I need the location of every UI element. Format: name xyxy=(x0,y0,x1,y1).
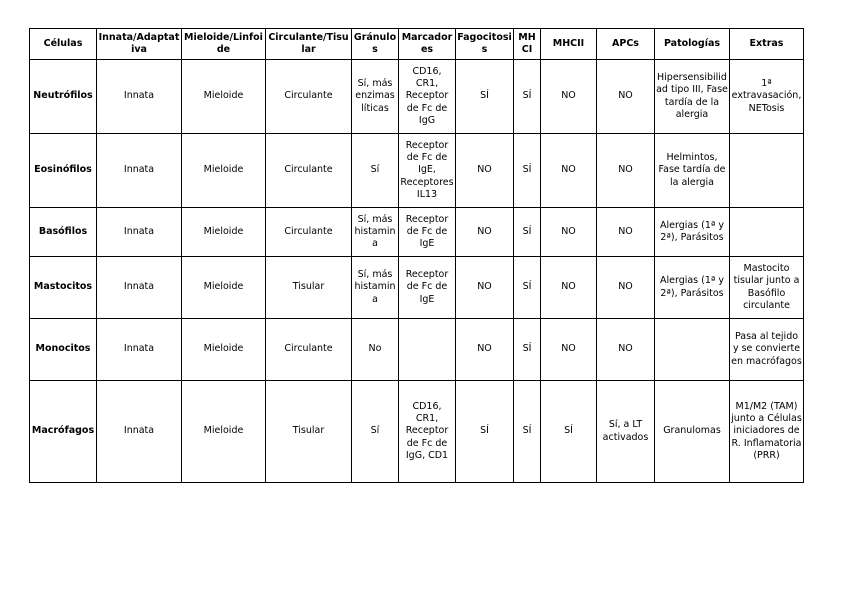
table-cell: CD16, CR1, Receptor de Fc de IgG, CD1 xyxy=(399,381,456,483)
table-cell: Sí, más enzimas líticas xyxy=(352,60,399,134)
table-cell: Innata xyxy=(97,134,182,208)
table-row xyxy=(30,319,804,381)
table-cell: Innata xyxy=(97,208,182,257)
table-cell: Circulante xyxy=(266,134,352,208)
table-cell: Helmintos, Fase tardía de la alergia xyxy=(655,134,730,208)
header-cell: Circulante/Tisular xyxy=(266,29,352,60)
table-cell: NO xyxy=(597,257,655,319)
header-cell: APCs xyxy=(597,29,655,60)
table-cell: NO xyxy=(597,60,655,134)
header-cell: MHCI xyxy=(514,29,541,60)
table-cell: NO xyxy=(541,60,597,134)
row-header-cell: Eosinófilos xyxy=(30,134,97,208)
table-cell xyxy=(655,319,730,381)
table-cell: NO xyxy=(456,257,514,319)
table-cell: Mieloide xyxy=(182,134,266,208)
table-cell: NO xyxy=(456,208,514,257)
table-cell: M1/M2 (TAM) junto a Células iniciadores de R. Inflamatoria (PRR) xyxy=(730,381,804,483)
header-cell: Fagocitosis xyxy=(456,29,514,60)
table-cell: Hipersensibilidad tipo III, Fase tardía de la alergia xyxy=(655,60,730,134)
table-row xyxy=(30,381,804,483)
row-header-cell: Basófilos xyxy=(30,208,97,257)
table-cell: Receptor de Fc de IgE, Receptores IL13 xyxy=(399,134,456,208)
header-cell: Patologías xyxy=(655,29,730,60)
table-cell: Mieloide xyxy=(182,257,266,319)
table-cell: SÍ xyxy=(514,208,541,257)
header-cell: Células xyxy=(30,29,97,60)
table-row xyxy=(30,60,804,134)
table-cell: SÍ xyxy=(514,257,541,319)
row-header-cell: Mastocitos xyxy=(30,257,97,319)
table-row xyxy=(30,257,804,319)
header-row xyxy=(30,29,804,60)
table-cell: CD16, CR1, Receptor de Fc de IgG xyxy=(399,60,456,134)
row-header-cell: Macrófagos xyxy=(30,381,97,483)
table-cell: Mieloide xyxy=(182,319,266,381)
table-cell: NO xyxy=(541,208,597,257)
table-cell: Tisular xyxy=(266,381,352,483)
table-cell xyxy=(399,319,456,381)
table-row xyxy=(30,134,804,208)
table-cell: Alergias (1ª y 2ª), Parásitos xyxy=(655,257,730,319)
table-cell: SÍ xyxy=(514,134,541,208)
immune-cells-table xyxy=(29,28,804,483)
table-cell: Innata xyxy=(97,319,182,381)
table-cell: Mastocito tisular junto a Basófilo circulante xyxy=(730,257,804,319)
table-cell: Sí, a LT activados xyxy=(597,381,655,483)
table-cell: SÍ xyxy=(541,381,597,483)
table-cell: Mieloide xyxy=(182,60,266,134)
table-cell: Receptor de Fc de IgE xyxy=(399,257,456,319)
table-cell: Mieloide xyxy=(182,381,266,483)
table-cell: Innata xyxy=(97,381,182,483)
table-cell: NO xyxy=(597,134,655,208)
table-cell: NO xyxy=(456,134,514,208)
table-cell: Alergias (1ª y 2ª), Parásitos xyxy=(655,208,730,257)
header-cell: Innata/Adaptativa xyxy=(97,29,182,60)
table-cell: Receptor de Fc de IgE xyxy=(399,208,456,257)
table-cell: Innata xyxy=(97,257,182,319)
table-cell: 1ª extravasación, NETosis xyxy=(730,60,804,134)
table-cell: NO xyxy=(541,257,597,319)
table-cell: Circulante xyxy=(266,319,352,381)
table-cell: NO xyxy=(541,319,597,381)
table-cell: Pasa al tejido y se convierte en macrófagos xyxy=(730,319,804,381)
table-cell: Circulante xyxy=(266,208,352,257)
table-cell: Sí xyxy=(352,381,399,483)
table-cell: SÍ xyxy=(514,381,541,483)
table-row xyxy=(30,208,804,257)
table-cell: SÍ xyxy=(514,319,541,381)
row-header-cell: Neutrófilos xyxy=(30,60,97,134)
table-cell: Sí xyxy=(352,134,399,208)
table-cell: Sí, más histamina xyxy=(352,208,399,257)
table-cell xyxy=(730,208,804,257)
table-cell: Tisular xyxy=(266,257,352,319)
table-cell: Granulomas xyxy=(655,381,730,483)
table-cell: SÍ xyxy=(456,60,514,134)
table-cell: Innata xyxy=(97,60,182,134)
table-cell xyxy=(730,134,804,208)
table-cell: NO xyxy=(597,319,655,381)
table-cell: NO xyxy=(541,134,597,208)
table-cell: Mieloide xyxy=(182,208,266,257)
header-cell: Mieloide/Linfoide xyxy=(182,29,266,60)
row-header-cell: Monocitos xyxy=(30,319,97,381)
header-cell: Gránulos xyxy=(352,29,399,60)
table-cell: SÍ xyxy=(514,60,541,134)
table-cell: NO xyxy=(597,208,655,257)
table-cell: NO xyxy=(456,319,514,381)
header-cell: Marcadores xyxy=(399,29,456,60)
table-cell: SÍ xyxy=(456,381,514,483)
header-cell: Extras xyxy=(730,29,804,60)
header-cell: MHCII xyxy=(541,29,597,60)
table-cell: No xyxy=(352,319,399,381)
table-cell: Circulante xyxy=(266,60,352,134)
table-cell: Sí, más histamina xyxy=(352,257,399,319)
